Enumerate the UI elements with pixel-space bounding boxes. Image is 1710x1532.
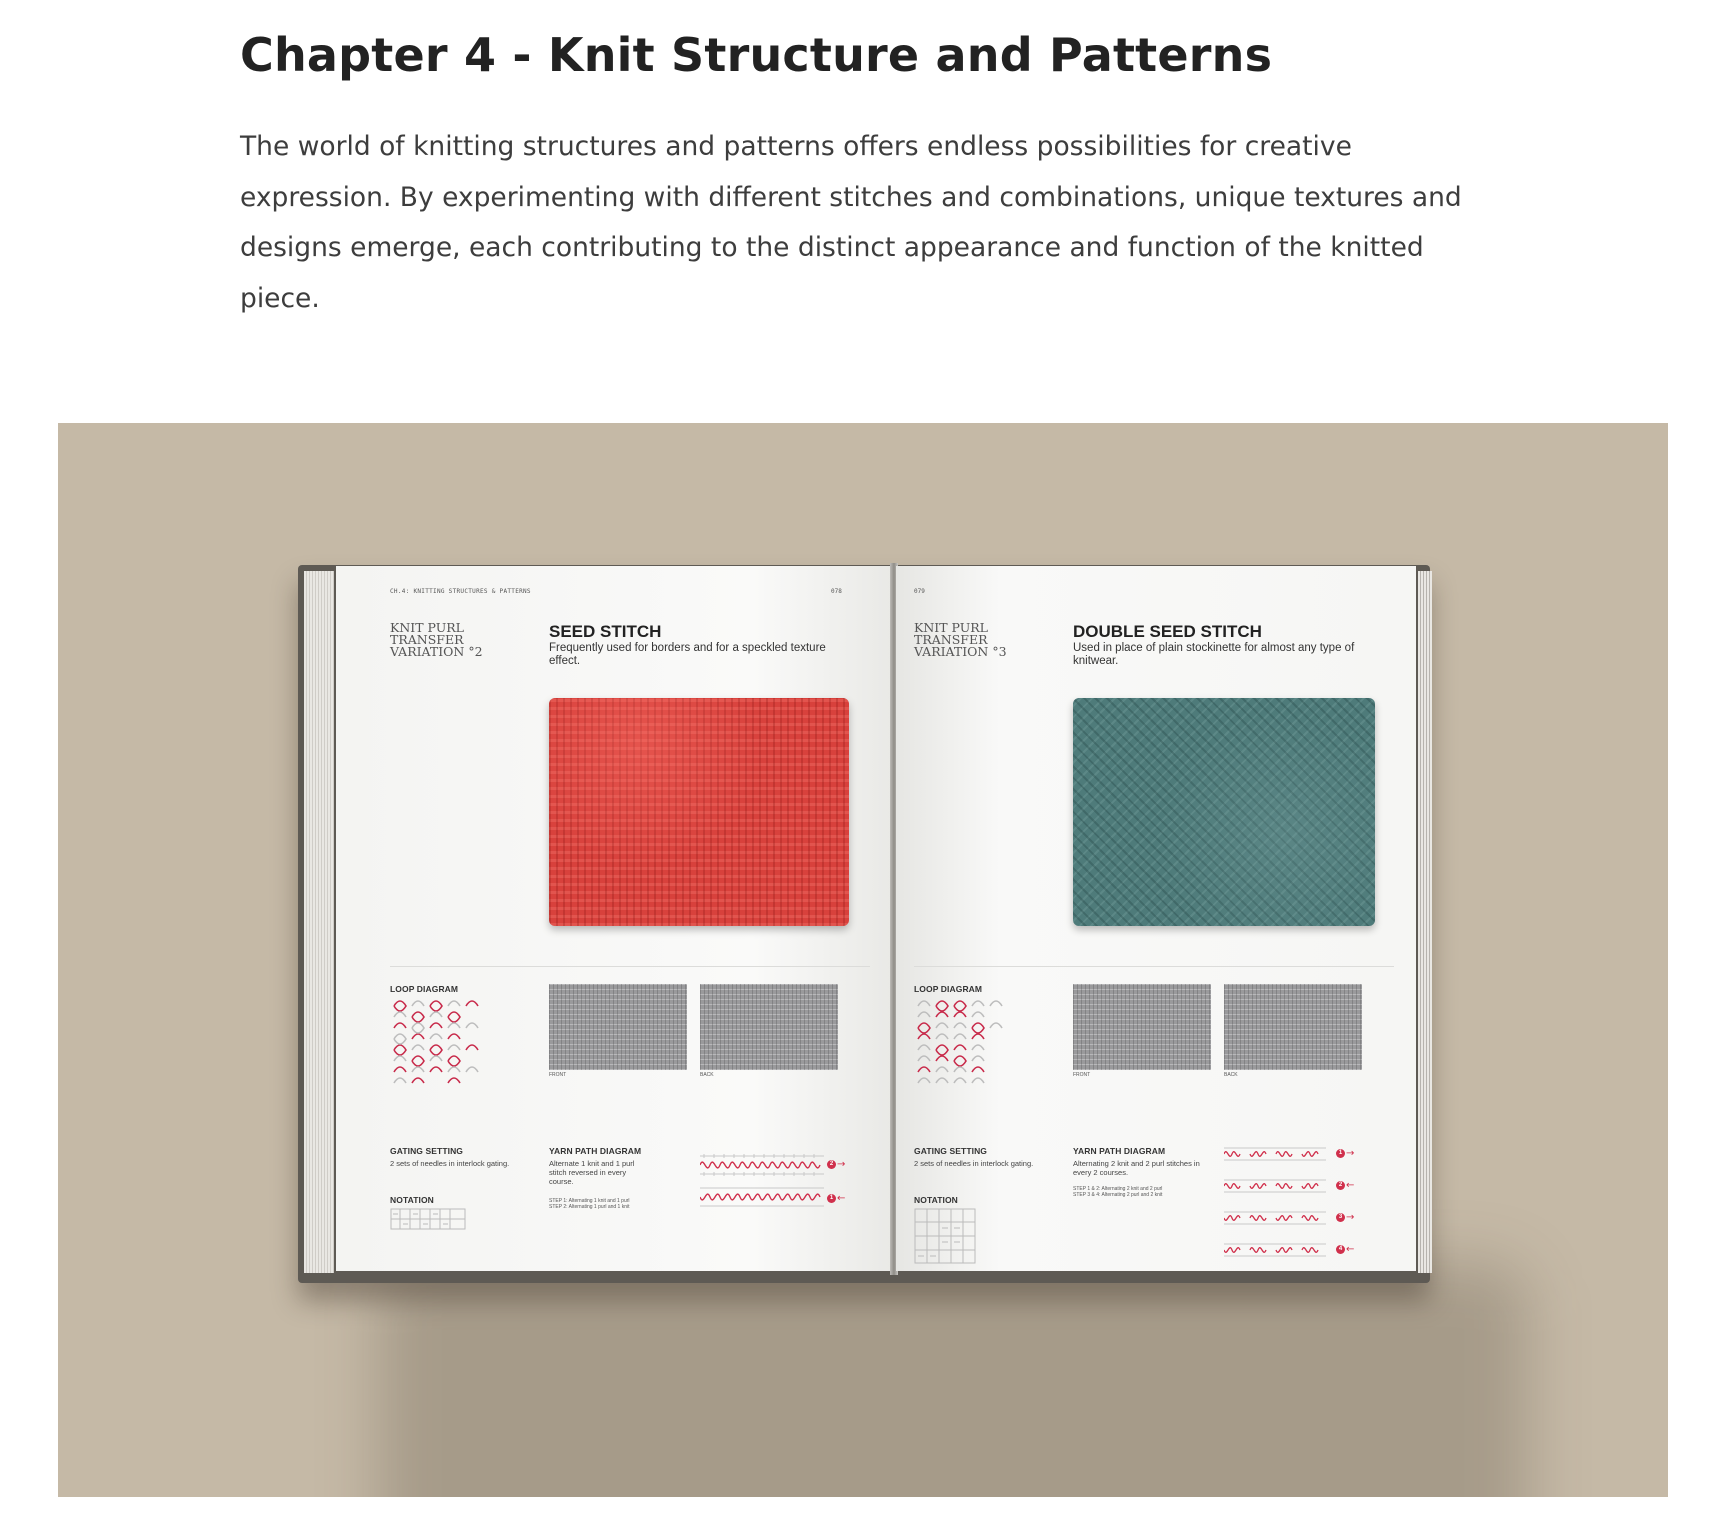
front-label: FRONT bbox=[549, 1072, 567, 1078]
yarn-path-text: Alternate 1 knit and 1 purl stitch reversed in every course. bbox=[549, 1159, 635, 1186]
notation-grid bbox=[914, 1208, 976, 1264]
front-swatch bbox=[1073, 984, 1211, 1070]
double-seed-stitch-swatch bbox=[1073, 698, 1375, 926]
intro-paragraph: The world of knitting structures and patterns offers endless possibilities for creative expression. By experimenting with different stitches and combinations, unique textures and designs emerge, each contributing to the distinct appearance and function of the knitted piece. bbox=[240, 131, 1462, 314]
yarn-path-diagram bbox=[1224, 1144, 1326, 1271]
variation-label: KNIT PURL TRANSFER VARIATION °2 bbox=[390, 620, 483, 659]
back-label: BACK bbox=[1224, 1072, 1238, 1078]
course-marker: 2 bbox=[1336, 1181, 1345, 1190]
course-arrow-icon: → bbox=[1346, 1148, 1355, 1159]
back-swatch bbox=[700, 984, 838, 1070]
course-marker: 1 bbox=[1336, 1149, 1345, 1158]
gating-setting-label: GATING SETTING bbox=[390, 1146, 464, 1156]
loop-diagram bbox=[390, 998, 482, 1094]
notation-grid bbox=[390, 1208, 466, 1230]
yarn-path-diagram bbox=[700, 1152, 824, 1210]
yarn-steps: STEP 1: Alternating 1 knit and 1 purl STEP 2: Alternating 1 purl and 1 knit bbox=[549, 1198, 630, 1210]
gating-setting-text: 2 sets of needles in interlock gating. bbox=[914, 1159, 1034, 1168]
page-number: 078 bbox=[831, 588, 842, 595]
front-swatch bbox=[549, 984, 687, 1070]
book-photo bbox=[58, 423, 1668, 1497]
right-page bbox=[896, 566, 1416, 1271]
page-number: 079 bbox=[914, 588, 925, 595]
course-marker: 1 bbox=[827, 1194, 836, 1203]
stitch-description: Used in place of plain stockinette for almost any type of knitwear. bbox=[1073, 642, 1355, 667]
notation-label: NOTATION bbox=[390, 1195, 434, 1205]
variation-label: KNIT PURL TRANSFER VARIATION °3 bbox=[914, 620, 1007, 659]
divider bbox=[390, 966, 870, 967]
chapter-title: Chapter 4 - Knit Structure and Patterns bbox=[240, 28, 1273, 82]
course-marker: 4 bbox=[1336, 1245, 1345, 1254]
loop-diagram-label: LOOP DIAGRAM bbox=[914, 984, 983, 994]
course-arrow-icon: ← bbox=[837, 1193, 846, 1204]
notation-label: NOTATION bbox=[914, 1195, 958, 1205]
course-arrow-icon: → bbox=[837, 1159, 846, 1170]
course-arrow-icon: ← bbox=[1346, 1180, 1355, 1191]
yarn-path-label: YARN PATH DIAGRAM bbox=[549, 1146, 642, 1156]
page-stack-left bbox=[304, 571, 334, 1273]
course-arrow-icon: → bbox=[1346, 1212, 1355, 1223]
course-marker: 3 bbox=[1336, 1213, 1345, 1222]
page-header: CH.4: KNITTING STRUCTURES & PATTERNS bbox=[390, 588, 531, 595]
yarn-steps: STEP 1 & 2: Alternating 2 knit and 2 purl STEP 3 & 4: Alternating 2 purl and 2 knit bbox=[1073, 1186, 1163, 1198]
yarn-path-label: YARN PATH DIAGRAM bbox=[1073, 1146, 1166, 1156]
book-shadow bbox=[378, 1263, 1528, 1497]
back-swatch bbox=[1224, 984, 1362, 1070]
stitch-title: SEED STITCH bbox=[549, 622, 662, 641]
back-label: BACK bbox=[700, 1072, 714, 1078]
gating-setting-label: GATING SETTING bbox=[914, 1146, 988, 1156]
page-stack-right bbox=[1418, 571, 1432, 1273]
gating-setting-text: 2 sets of needles in interlock gating. bbox=[390, 1159, 510, 1168]
seed-stitch-swatch bbox=[549, 698, 849, 926]
loop-diagram bbox=[914, 998, 1006, 1094]
front-label: FRONT bbox=[1073, 1072, 1091, 1078]
stitch-description: Frequently used for borders and for a speckled texture effect. bbox=[549, 642, 826, 667]
course-arrow-icon: ← bbox=[1346, 1244, 1355, 1255]
yarn-path-text: Alternating 2 knit and 2 purl stitches in every 2 courses. bbox=[1073, 1159, 1200, 1177]
divider bbox=[914, 966, 1394, 967]
course-marker: 2 bbox=[827, 1160, 836, 1169]
left-page bbox=[336, 566, 892, 1271]
stitch-title: DOUBLE SEED STITCH bbox=[1073, 622, 1262, 641]
loop-diagram-label: LOOP DIAGRAM bbox=[390, 984, 459, 994]
